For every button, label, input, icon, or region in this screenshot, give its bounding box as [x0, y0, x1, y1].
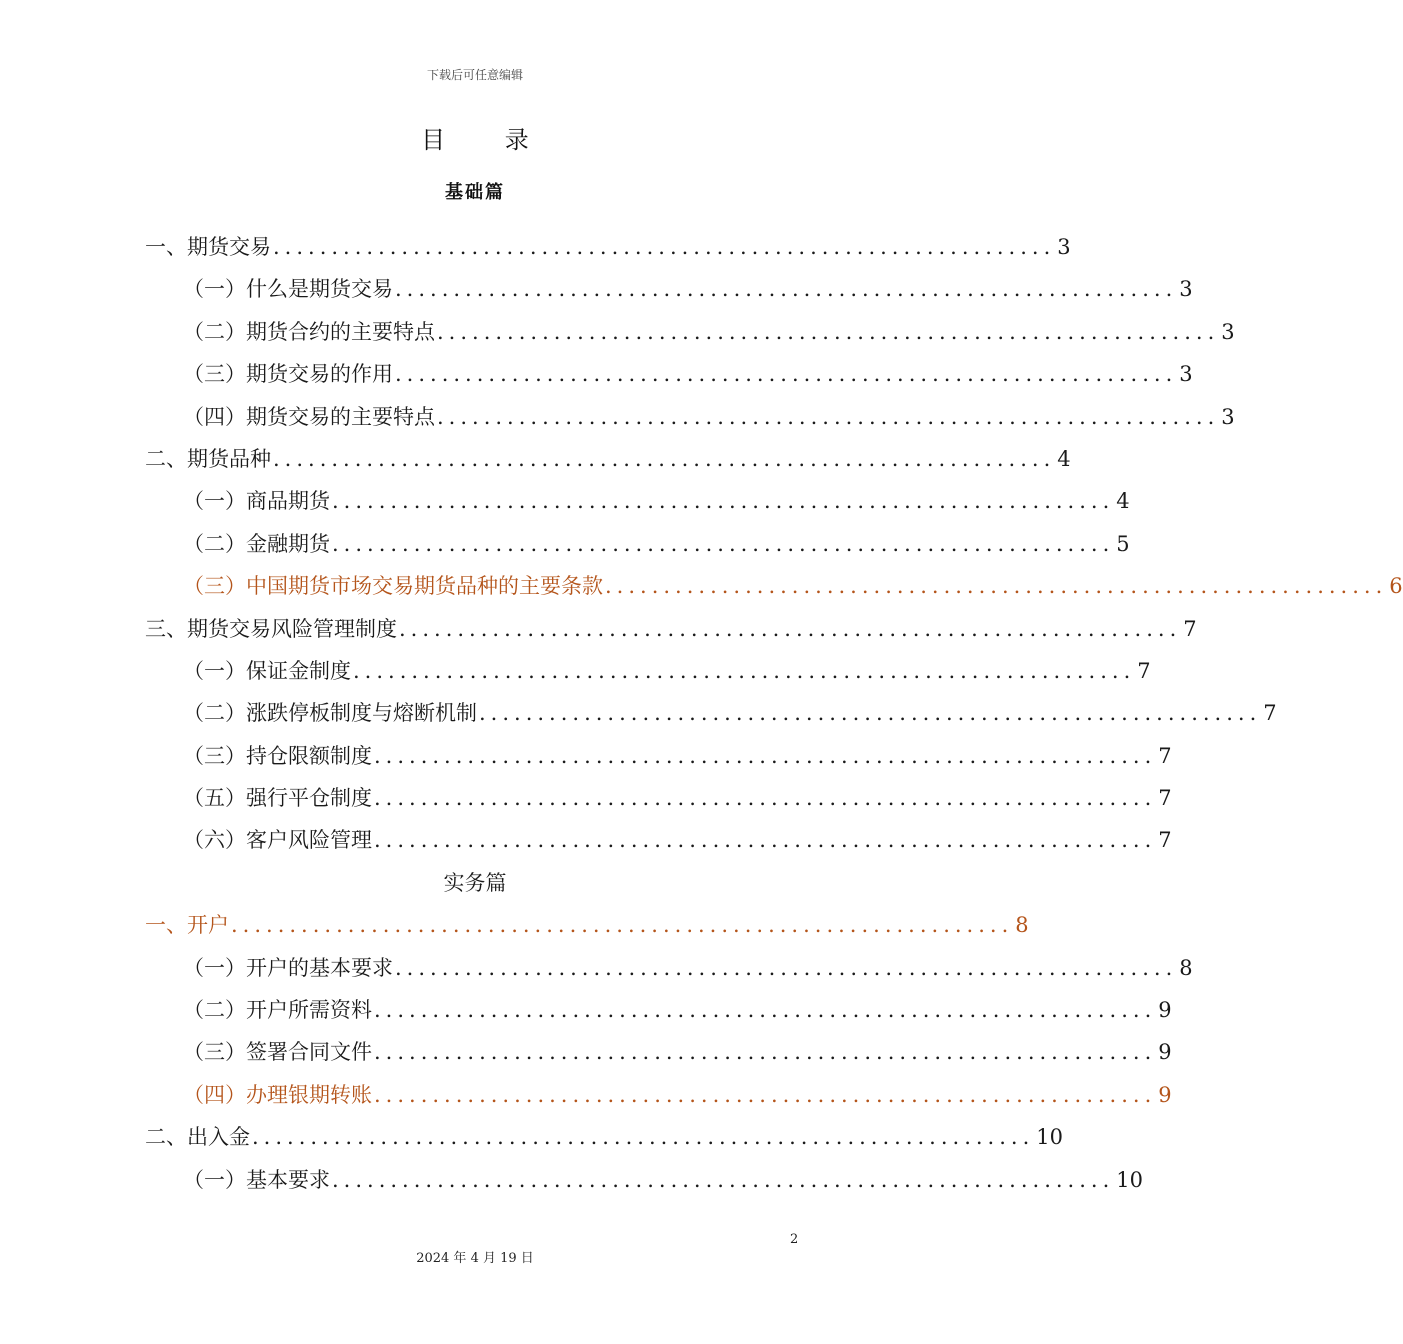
toc-entry-number: 二、: [145, 446, 187, 471]
toc-entry-label: 保证金制度: [246, 658, 351, 683]
toc-leader-dots: ...................................................................: [399, 616, 1182, 641]
toc-entry-label: 什么是期货交易: [246, 277, 393, 302]
toc-entry-label: 期货品种: [187, 446, 271, 471]
toc-entry-number: 一、: [145, 235, 187, 259]
toc-entry-label: 期货交易的作用: [246, 362, 393, 387]
page-title: 目 录: [421, 126, 555, 154]
toc-entry-page: 9: [1158, 1082, 1172, 1107]
toc-entry-number: 三、: [145, 616, 187, 641]
toc-entry[interactable]: [145, 777, 1172, 819]
toc-leader-dots: ...................................................................: [374, 1040, 1157, 1065]
toc-leader-dots: ...................................................................: [395, 277, 1178, 302]
toc-entry[interactable]: [145, 396, 1235, 438]
toc-entry-page: 6: [1389, 574, 1403, 599]
toc-entry[interactable]: [145, 650, 1151, 692]
toc-entry[interactable]: [145, 608, 1197, 650]
toc-entry-number: （六）: [183, 828, 246, 853]
toc-entry[interactable]: [145, 735, 1172, 777]
toc-entry-number: 一、: [145, 913, 187, 938]
toc-leader-dots: ...................................................................: [395, 955, 1178, 980]
header-note: 下载后可任意编辑: [426, 68, 523, 82]
toc-leader-dots: ...................................................................: [332, 1167, 1115, 1192]
toc-leader-dots: ...................................................................: [332, 489, 1115, 514]
toc-entry-page: 5: [1116, 531, 1130, 556]
toc-entry-label: 期货交易风险管理制度: [187, 616, 397, 641]
toc-entry[interactable]: [145, 1031, 1172, 1073]
toc-entry[interactable]: [145, 819, 1172, 861]
toc-entry-label: 涨跌停板制度与熔断机制: [246, 701, 477, 726]
toc-entry-page: 3: [1179, 362, 1193, 387]
toc-entry[interactable]: [145, 947, 1193, 989]
toc-entry-label: 持仓限额制度: [246, 743, 372, 768]
toc-entry-number: （五）: [183, 786, 246, 811]
table-of-contents: [145, 226, 1403, 1201]
toc-leader-dots: ...................................................................: [332, 531, 1115, 556]
toc-leader-dots: ...................................................................: [374, 828, 1157, 853]
toc-entry-number: （四）: [183, 404, 246, 429]
toc-entry-page: 3: [1221, 404, 1235, 429]
toc-entry-page: 8: [1179, 955, 1193, 980]
toc-entry-page: 8: [1015, 913, 1029, 938]
toc-entry-page: 3: [1057, 235, 1071, 259]
toc-leader-dots: ...................................................................: [395, 362, 1178, 387]
toc-entry-label: 办理银期转账: [246, 1082, 372, 1107]
toc-entry-label: 出入金: [187, 1125, 250, 1150]
toc-leader-dots: ...................................................................: [374, 786, 1157, 811]
toc-entry[interactable]: [145, 438, 1071, 480]
toc-entry-number: （四）: [183, 1082, 246, 1107]
toc-entry-label: 开户所需资料: [246, 998, 372, 1023]
toc-entry-page: 7: [1158, 828, 1172, 853]
toc-entry-label: 商品期货: [246, 489, 330, 514]
toc-entry-page: 10: [1116, 1167, 1143, 1192]
toc-entry-page: 10: [1036, 1125, 1063, 1150]
toc-entry-page: 4: [1057, 446, 1071, 471]
toc-entry[interactable]: [145, 1116, 1063, 1158]
toc-entry[interactable]: [145, 311, 1235, 353]
toc-leader-dots: ...................................................................: [437, 404, 1220, 429]
toc-entry-page: 3: [1221, 319, 1235, 344]
toc-leader-dots: ...................................................................: [252, 1125, 1035, 1150]
toc-entry-number: （一）: [183, 489, 246, 514]
toc-entry-highlighted[interactable]: [145, 904, 1029, 946]
toc-entry[interactable]: [145, 353, 1193, 395]
toc-leader-dots: ...................................................................: [374, 1082, 1157, 1107]
toc-entry[interactable]: [145, 692, 1277, 734]
toc-entry[interactable]: [145, 523, 1130, 565]
toc-leader-dots: ...................................................................: [231, 913, 1014, 938]
toc-entry-highlighted[interactable]: [145, 565, 1403, 607]
toc-entry-number: （二）: [183, 998, 246, 1023]
toc-entry[interactable]: [145, 268, 1193, 310]
toc-entry-number: （二）: [183, 701, 246, 726]
toc-entry-number: （三）: [183, 574, 246, 599]
toc-entry-number: （三）: [183, 1040, 246, 1065]
section-heading-basic: 基础篇: [445, 182, 505, 203]
toc-entry-page: 7: [1137, 658, 1151, 683]
toc-entry-page: 7: [1183, 616, 1197, 641]
toc-entry-number: 二、: [145, 1125, 187, 1150]
page-number: 2: [790, 1232, 799, 1247]
toc-entry-page: 7: [1158, 743, 1172, 768]
toc-entry-label: 金融期货: [246, 531, 330, 556]
toc-entry-page: 4: [1116, 489, 1130, 514]
toc-entry-label: 期货交易的主要特点: [246, 404, 435, 429]
footer-date: 2024 年 4 月 19 日: [416, 1251, 534, 1266]
toc-entry-number: （一）: [183, 658, 246, 683]
toc-leader-dots: ...................................................................: [273, 446, 1056, 471]
toc-entry-page: 9: [1158, 998, 1172, 1023]
toc-entry[interactable]: [145, 226, 1071, 268]
toc-entry-label: 强行平仓制度: [246, 786, 372, 811]
toc-entry-label: 客户风险管理: [246, 828, 372, 853]
toc-entry-label: 开户的基本要求: [246, 955, 393, 980]
toc-entry-number: （一）: [183, 955, 246, 980]
toc-entry[interactable]: [145, 989, 1172, 1031]
toc-entry-number: （三）: [183, 743, 246, 768]
toc-entry-label: 签署合同文件: [246, 1040, 372, 1065]
toc-leader-dots: ...................................................................: [374, 998, 1157, 1023]
toc-entry-number: （一）: [183, 1167, 246, 1192]
toc-leader-dots: ...................................................................: [437, 319, 1220, 344]
toc-entry-highlighted[interactable]: [145, 1074, 1172, 1116]
toc-entry-label: 期货合约的主要特点: [246, 319, 435, 344]
toc-entry-page: 3: [1179, 277, 1193, 302]
toc-entry-number: （二）: [183, 531, 246, 556]
toc-entry-label: 中国期货市场交易期货品种的主要条款: [246, 574, 603, 599]
toc-leader-dots: ...................................................................: [353, 658, 1136, 683]
toc-entry-label: 基本要求: [246, 1167, 330, 1192]
toc-entry-number: （一）: [183, 277, 246, 302]
toc-leader-dots: ...................................................................: [605, 574, 1388, 599]
toc-entry-label: 期货交易: [187, 235, 271, 259]
toc-entry[interactable]: [145, 480, 1130, 522]
toc-entry[interactable]: [145, 1159, 1143, 1201]
toc-entry-page: 7: [1263, 701, 1277, 726]
toc-leader-dots: ...................................................................: [273, 235, 1056, 259]
toc-entry-label: 开户: [187, 913, 229, 938]
toc-entry-number: （二）: [183, 319, 246, 344]
toc-entry-page: 9: [1158, 1040, 1172, 1065]
toc-leader-dots: ...................................................................: [374, 743, 1157, 768]
section-heading-practice: 实务篇: [443, 870, 507, 895]
toc-leader-dots: ...................................................................: [479, 701, 1262, 726]
toc-entry-page: 7: [1158, 786, 1172, 811]
toc-entry-number: （三）: [183, 362, 246, 387]
